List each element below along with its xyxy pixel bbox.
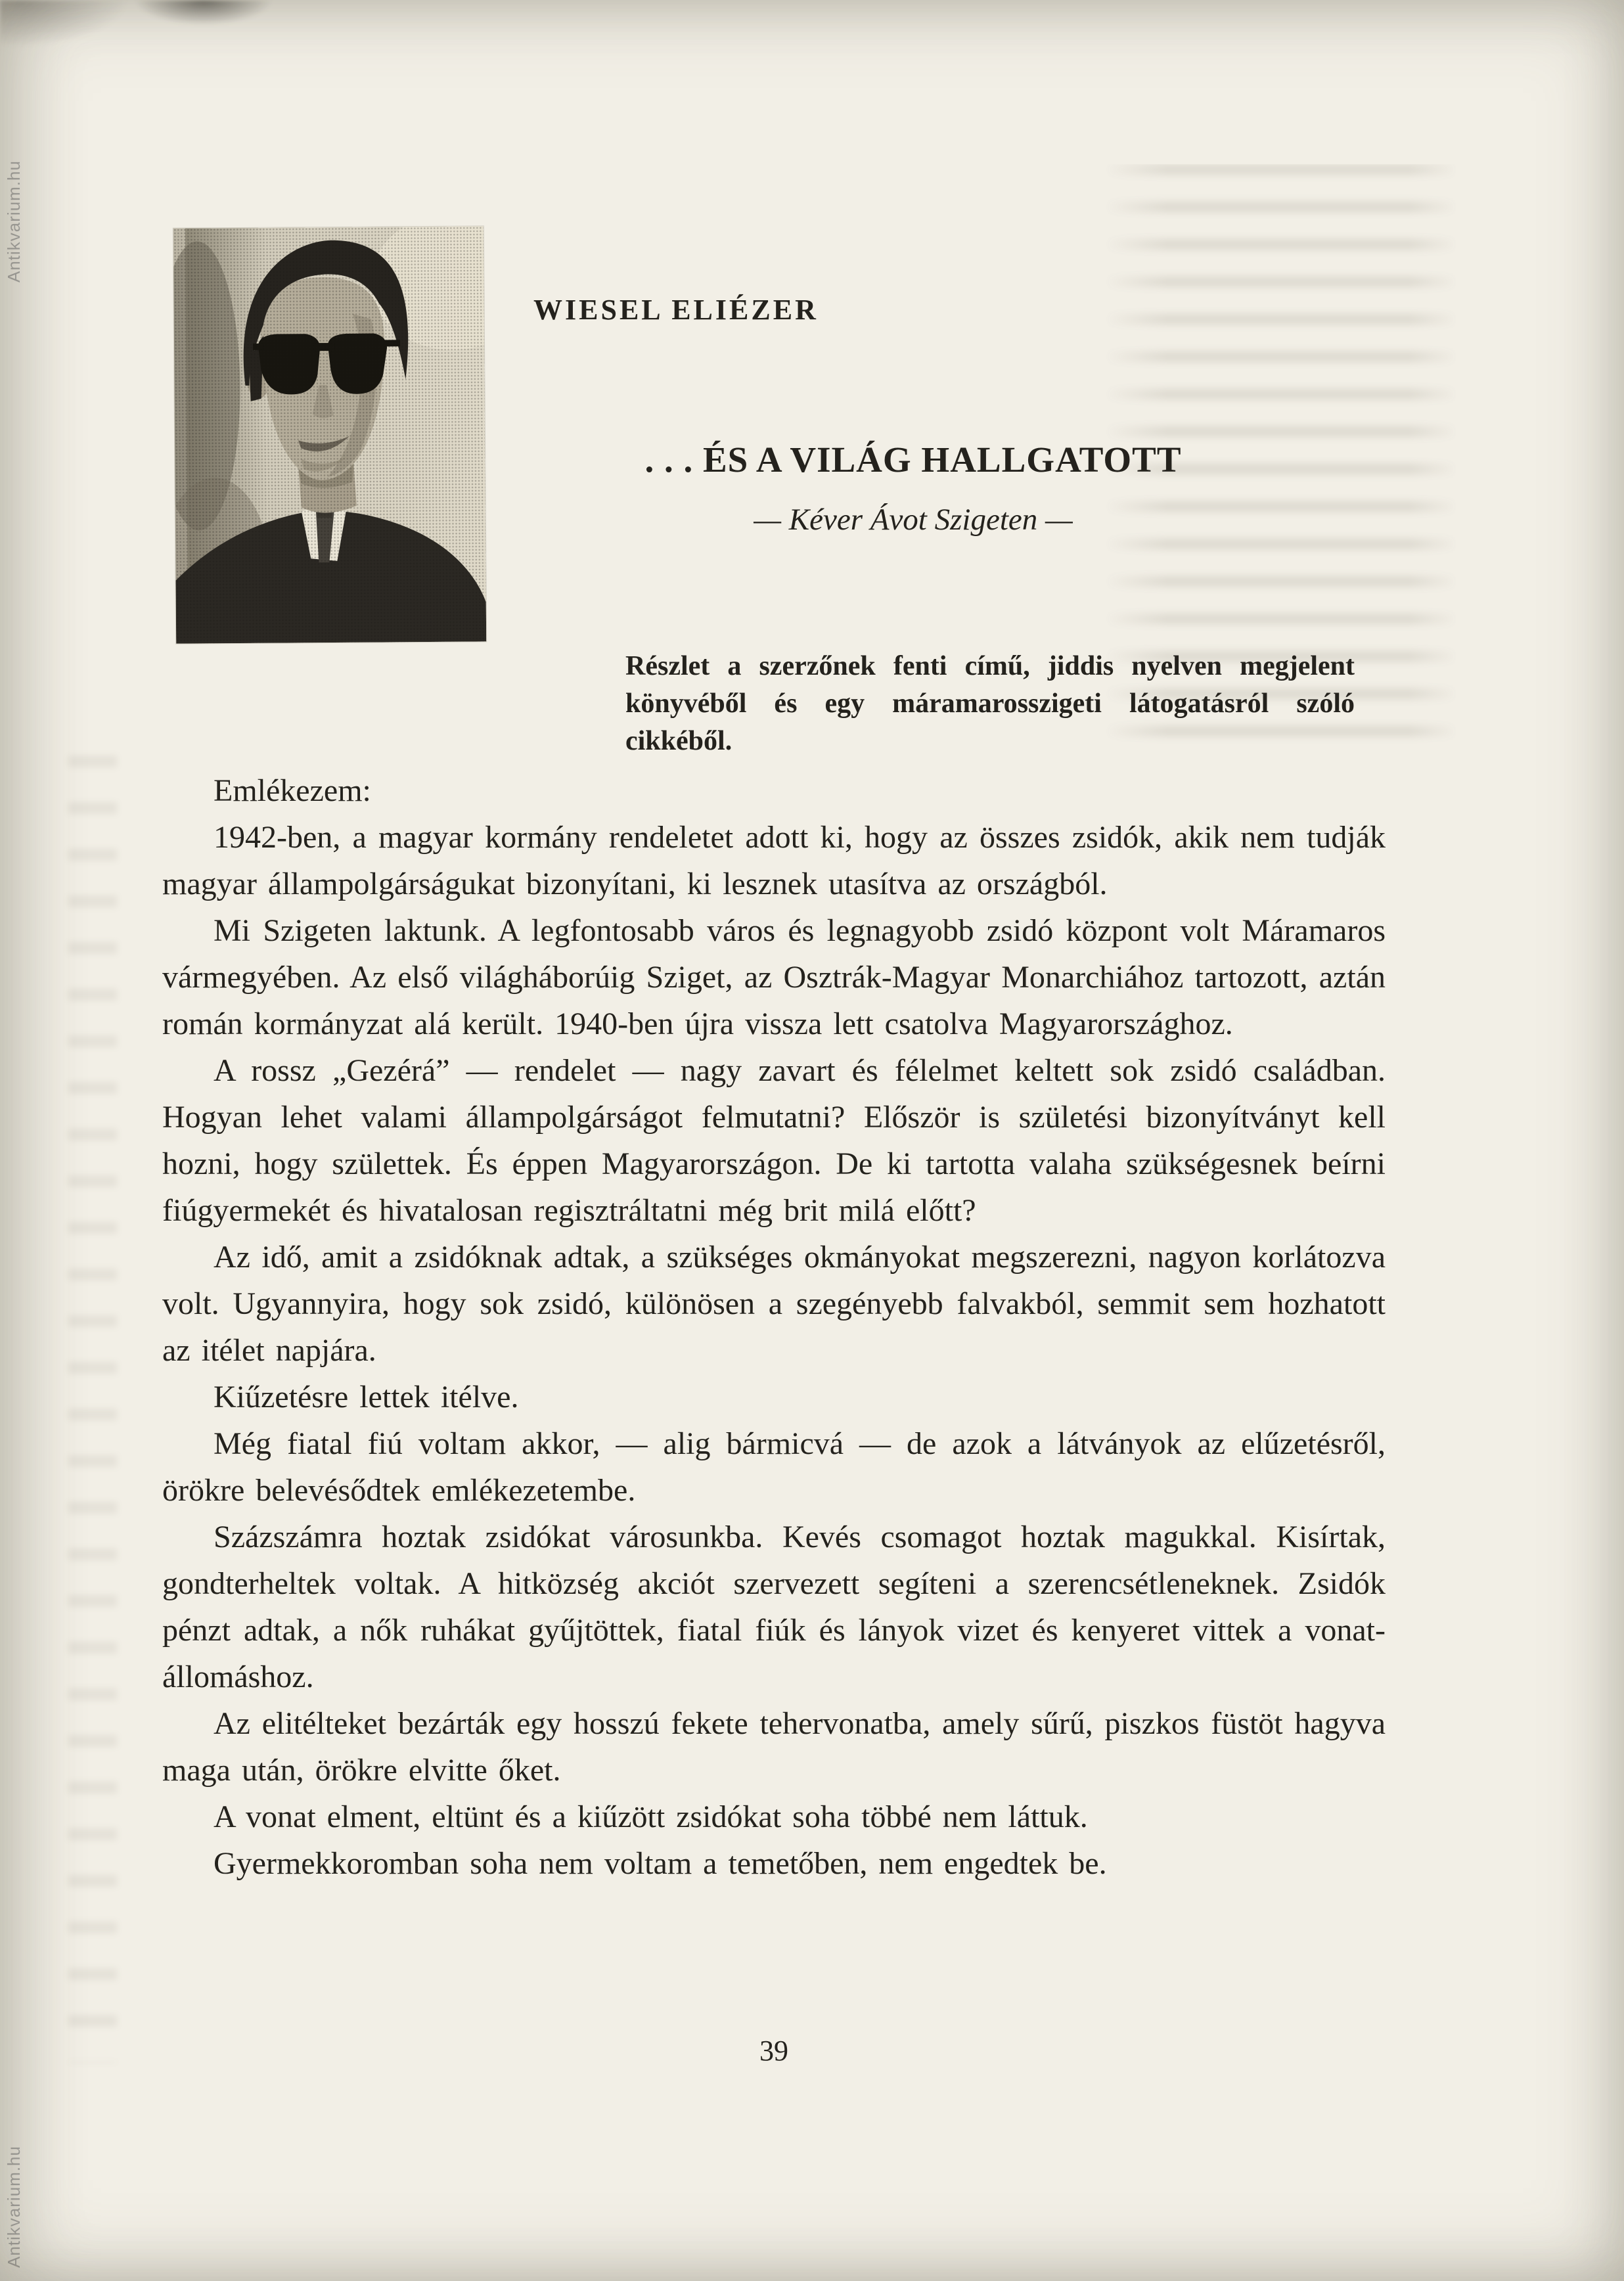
paragraph: 1942-ben, a magyar kormány rendeletet adott ki, hogy az összes zsidók, akik nem tudják magyar állampolgárságukat bizonyítani, ki lesznek utasítva az országból. <box>162 820 1386 901</box>
portrait-photo <box>173 226 486 643</box>
paragraph: Százszámra hoztak zsidókat városunkba. Kevés csomagot hoztak magukkal. Kisírtak, gondterheltek voltak. A hitközség akciót szervezett segíteni a szerencsétleneknek. Zsidók pénzt adtak, a nők ruhákat gyűjtöttek, fiatal fiúk és lányok vizet és kenyeret vittek a vonat-állomáshoz. <box>162 1520 1386 1694</box>
paragraph: Emlékezem: <box>214 773 371 808</box>
paragraph: A rossz „Gezérá” — rendelet — nagy zavart és félelmet keltett sok zsidó családban. Hogyan lehet valami állampolgárságot felmutatni? Először is születési bizonyítványt kell hozni, hogy születtek. És éppen Magyarországon. De ki tartotta valaha szükségesnek beírni fiúgyermekét és hivatalosan regisztráltatni még brit milá előtt? <box>162 1053 1386 1228</box>
article-subtitle: — Kéver Ávot Szigeten — <box>754 503 1073 537</box>
article-body <box>162 767 1386 1887</box>
watermark: Antikvarium.hu <box>4 2146 24 2268</box>
paragraph: A vonat elment, eltünt és a kiűzött zsidókat soha többé nem láttuk. <box>214 1799 1088 1834</box>
paragraph: Az idő, amit a zsidóknak adtak, a szükséges okmányokat megszerezni, nagyon korlátozva volt. Ugyannyira, hogy sok zsidó, különösen a szegényebb falvakból, semmit sem hozhatott az itélet napjára. <box>162 1240 1386 1368</box>
paragraph: Az elitélteket bezárták egy hosszú fekete tehervonatba, amely sűrű, piszkos füstöt hagyva maga után, örökre elvitte őket. <box>162 1706 1386 1788</box>
portrait-illustration <box>173 226 486 643</box>
paragraph: Még fiatal fiú voltam akkor, — alig bármicvá — de azok a látványok az elűzetésről, örökre belevésődtek emlékezetembe. <box>162 1426 1386 1508</box>
article-title: . . . ÉS A VILÁG HALLGATOTT <box>644 440 1182 480</box>
scan-smudge <box>0 0 407 105</box>
paragraph: Mi Szigeten laktunk. A legfontosabb város és legnagyobb zsidó központ volt Máramaros vármegyében. Az első világháborúig Sziget, az Osztrák-Magyar Monarchiához tartozott, aztán román kormányzat alá került. 1940-ben újra vissza lett csatolva Magyarországhoz. <box>162 913 1386 1041</box>
lead-note: Részlet a szerzőnek fenti című, jiddis nyelven megjelent könyvéből és egy máramarosszigeti látogatásról szóló cikkéből. <box>625 651 1355 756</box>
paragraph: Gyermekkoromban soha nem voltam a temetőben, nem engedtek be. <box>214 1846 1107 1881</box>
watermark: Antikvarium.hu <box>4 160 24 282</box>
reverse-page-bleedthrough-margin <box>68 756 117 2063</box>
author-name: WIESEL ELIÉZER <box>533 294 819 326</box>
paragraph: Kiűzetésre lettek itélve. <box>214 1380 519 1414</box>
page-number: 39 <box>759 2035 788 2067</box>
